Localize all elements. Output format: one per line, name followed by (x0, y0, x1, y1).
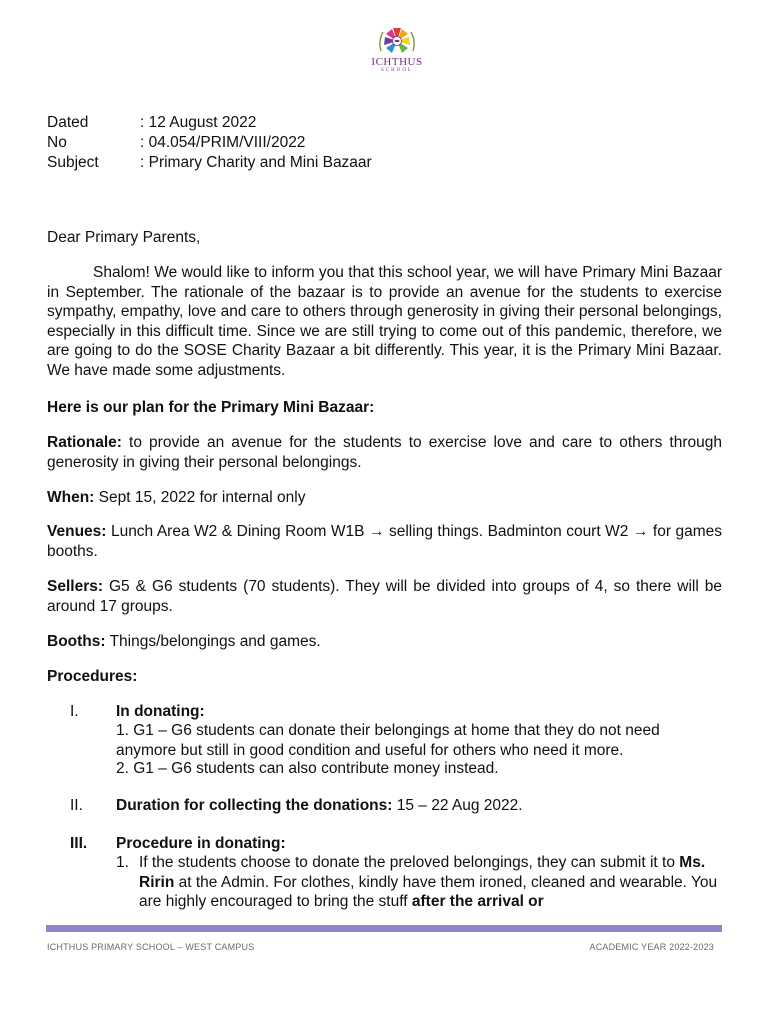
procedure-3-text-a: If the students choose to donate the preloved belongings, they can submit it to (139, 854, 680, 871)
procedure-1-line-2: 2. G1 – G6 students can also contribute money instead. (116, 760, 499, 777)
intro-text: Shalom! We would like to inform you that this school year, we will have Primary Mini Bazaar in September. The rationale of the bazaar is to provide an avenue for the students to exercise sympathy, empathy, love and care to others through generosity in giving their personal belongings, especially in this difficult time. Since we are still trying to come out of this pandemic, therefore, we are going to do the SOSE Charity Bazaar a bit differently. This year, it is the Primary Mini Bazaar. We have made some adjustments. (47, 264, 722, 379)
rationale-text: to provide an avenue for the students to exercise love and care to others through generosity in giving their personal belongings. (47, 434, 722, 471)
school-logo-sub: SCHOOL (380, 68, 413, 73)
when-text: Sept 15, 2022 for internal only (94, 489, 306, 506)
procedure-2-number: II. (70, 797, 83, 814)
sellers-paragraph (47, 577, 722, 616)
intro-paragraph (47, 263, 722, 380)
procedure-3-bold-b: after the arrival or (411, 893, 544, 910)
venues-label: Venues: (47, 523, 107, 540)
school-logo-name: ICHTHUS (371, 56, 423, 68)
venues-text: Lunch Area W2 & Dining Room W1B → selling things. Badminton court W2 → for games booths. (47, 523, 722, 560)
school-crest-icon (375, 26, 419, 56)
procedure-3-bold-a: Ms. Ririn (139, 854, 706, 891)
footer-school: ICHTHUS PRIMARY SCHOOL – WEST CAMPUS (47, 942, 255, 952)
when-label: When: (47, 489, 95, 506)
when-paragraph (47, 488, 722, 508)
procedure-1-line-1: 1. G1 – G6 students can donate their belongings at home that they do not need anymore but still in good condition and useful for others who need it more. (116, 722, 660, 759)
procedure-1-heading: In donating: (116, 703, 205, 720)
plan-heading: Here is our plan for the Primary Mini Bazaar: (47, 399, 375, 416)
dated-value: : 12 August 2022 (140, 114, 257, 131)
booths-label: Booths: (47, 633, 106, 650)
procedure-3-text-b: at the Admin. For clothes, kindly have them ironed, cleaned and wearable. You are highly encouraged to bring the stuff (139, 873, 718, 910)
procedure-3-sub-number: 1. (116, 854, 129, 871)
procedure-3-number: III. (70, 835, 88, 852)
number-value: : 04.054/PRIM/VIII/2022 (140, 134, 306, 151)
footer-divider (46, 925, 722, 932)
procedure-3-heading: Procedure in donating: (116, 835, 286, 852)
sellers-text: G5 & G6 students (70 students). They will be divided into groups of 4, so there will be around 17 groups. (47, 578, 722, 615)
salutation: Dear Primary Parents, (47, 229, 201, 246)
footer-year: ACADEMIC YEAR 2022-2023 (589, 942, 714, 952)
booths-paragraph (47, 632, 722, 652)
school-logo (367, 26, 427, 86)
procedure-3-sub-text (139, 853, 722, 912)
dated-label: Dated (47, 114, 89, 131)
procedure-1-number: I. (70, 703, 79, 720)
subject-label: Subject (47, 154, 99, 171)
rationale-label: Rationale: (47, 434, 122, 451)
venues-paragraph (47, 522, 722, 561)
procedure-2-heading: Duration for collecting the donations: (116, 797, 393, 814)
booths-text: Things/belongings and games. (105, 633, 321, 650)
procedure-2-line (116, 796, 722, 816)
procedures-heading: Procedures: (47, 668, 138, 685)
subject-value: : Primary Charity and Mini Bazaar (140, 154, 372, 171)
number-label: No (47, 134, 67, 151)
rationale-paragraph (47, 433, 722, 472)
sellers-label: Sellers: (47, 578, 104, 595)
procedure-2-text: 15 – 22 Aug 2022. (392, 797, 523, 814)
